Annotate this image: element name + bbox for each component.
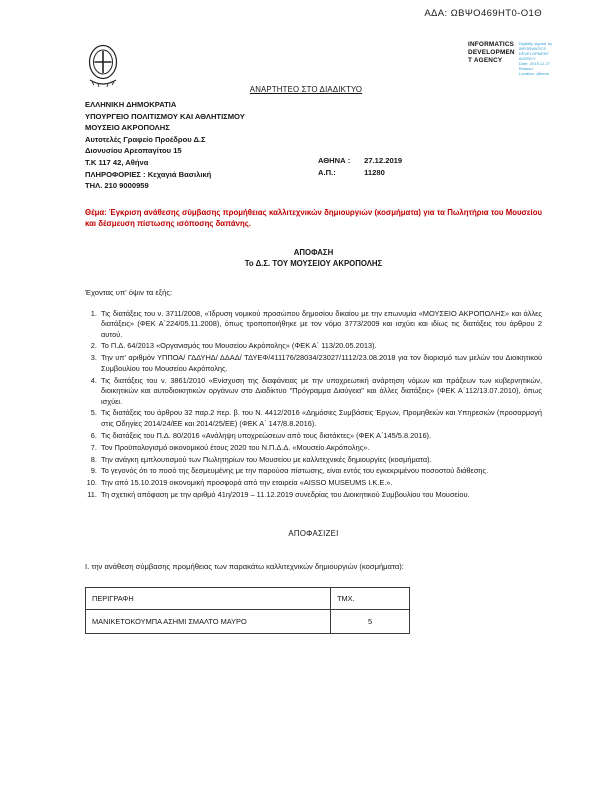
consideration-item: 10. Την από 15.10.2019 οικονομική προσφορά από την εταιρεία «AISSO MUSEUMS Ι.Κ.Ε.». (99, 478, 542, 488)
consideration-item: 5. Τις διατάξεις του άρθρου 32 παρ.2 περ. β. του Ν. 4412/2016 «Δημόσιες Συμβάσεις Έργων, Προμηθειών και Υπηρεσιών (προσαρμογή στις Οδηγίες 2014/24/ΕΕ και 2014/25/ΕΕ) (ΦΕΚ Α΄ 147/8.8.2016). (99, 408, 542, 429)
sender-line: Διονυσίου Αρεοπαγίτου 15 (85, 146, 182, 156)
consideration-item: 1. Τις διατάξεις του ν. 3711/2008, «Ίδρυση νομικού προσώπου δημοσίου δικαίου με την επωνυμία «ΜΟΥΣΕΙΟ ΑΚΡΟΠΟΛΗΣ» και άλλες διατάξεις» (ΦΕΚ Α΄224/05.11.2008), όπως τροποποιήθηκε με τον νόμο 3773/2009 και ισχύει και ιδίως τις διατάξεις του άρθρου 2 αυτού. (99, 309, 542, 340)
considerations-list (85, 309, 542, 501)
consideration-item: 3. Την υπ' αριθμόν ΥΠΠΟΑ/ ΓΔΔΥΗΔ/ ΔΔΑΔ/ ΤΔΥΕΦ/411176/28034/23027/1112/23.08.2018 για τον διορισμό των μελών του Διοικητικού Συμβουλίου του Μουσείου Ακρόπολης. (99, 353, 542, 374)
column-header-description: ΠΕΡΙΓΡΑΦΗ (86, 587, 331, 609)
column-header-quantity: ΤΜΧ. (331, 587, 410, 609)
document-date: 27.12.2019 (364, 156, 403, 165)
signature-details: Digitally signed by INFORMATICS DEVELOPMENT AGENCY Date: 2019.12.27 Reason: Location: Athens (518, 41, 552, 76)
decision-heading-line2: Το Δ.Σ. ΤΟΥ ΜΟΥΣΕΙΟΥ ΑΚΡΟΠΟΛΗΣ (244, 258, 383, 268)
table-row (86, 609, 410, 633)
item-quantity-cell: 5 (331, 609, 410, 633)
hellenic-republic-emblem-icon (86, 42, 120, 88)
sender-line: Τ.Κ 117 42, Αθήνα (85, 157, 149, 167)
items-table (85, 587, 410, 634)
consideration-item: 4. Τις διατάξεις του ν. 3861/2010 «Ενίσχυση της διαφάνειας με την υποχρεωτική ανάρτηση νόμων και πράξεων των κυβερνητικών, διοικητικών και αυτοδιοικητικών οργάνων στο Διαδίκτυο "Πρόγραμμα Διαύγεια" και άλλες διατάξεις» (ΦΕΚ Α΄112/13.07.2010), όπως ισχύει. (99, 376, 542, 407)
decides-heading: ΑΠΟΦΑΣΙΖΕΙ (288, 528, 339, 538)
subject-paragraph (85, 207, 542, 230)
ada-code: ΑΔΑ: ΩΒΨΟ469ΗΤ0-Ο1Θ (424, 8, 542, 19)
considerations-intro: Έχοντας υπ' όψιν τα εξής: (85, 287, 173, 297)
sender-line: ΤΗΛ. 210 9000959 (85, 181, 149, 191)
document-header (85, 99, 542, 192)
sender-line: Αυτοτελές Γραφείο Προέδρου Δ.Σ (85, 134, 206, 144)
consideration-item: 7. Τον Προϋπολογισμό οικονομικού έτους 2020 του Ν.Π.Δ.Δ. «Μουσείο Ακρόπολης». (99, 443, 542, 453)
date-line (318, 155, 402, 167)
item-description-cell: ΜΑΝΙΚΕΤΟΚΟΥΜΠΑ ΑΣΗΜΙ ΣΜΑΛΤΟ ΜΑΥΡΟ (86, 609, 331, 633)
sender-line: ΜΟΥΣΕΙΟ ΑΚΡΟΠΟΛΗΣ (85, 123, 170, 133)
decision-heading (85, 247, 542, 269)
sender-line: ΕΛΛΗΝΙΚΗ ΔΗΜΟΚΡΑΤΙΑ (85, 100, 177, 109)
subject-text: Έγκριση ανάθεσης σύμβασης προμήθειας καλλιτεχνικών δημιουργιών (κοσμήματα) για τα Πωλητήρια του Μουσείου και δέσμευση πίστωσης ισόποσης δαπάνης. (85, 207, 542, 229)
digital-signature-stamp (468, 41, 563, 76)
decision-heading-line1: ΑΠΟΦΑΣΗ (293, 247, 334, 257)
decision-intro: Ι. την ανάθεση σύμβασης προμήθειας των παρακάτω καλλιτεχνικών δημιουργιών (κοσμήματα): (85, 561, 404, 571)
protocol-number: 11280 (364, 168, 385, 177)
subject-label: Θέμα: (85, 207, 107, 217)
posted-to-internet-notice: ΑΝΑΡΤΗΤΕΟ ΣΤΟ ΔΙΑΔΙΚΤΥΟ (249, 85, 363, 94)
sender-line: ΠΛΗΡΟΦΟΡΙΕΣ : Κεχαγιά Βασιλική (85, 169, 212, 179)
document-body (85, 99, 542, 634)
protocol-label: Α.Π.: (318, 168, 336, 177)
consideration-item: 9. Το γεγονός ότι το ποσό της δεσμευμένης με την παρούσα πίστωσης, είναι εντός του εγκεκριμένου ποσοστού διάθεσης. (99, 466, 542, 476)
consideration-item: 6. Τις διατάξεις του Π.Δ. 80/2016 «Ανάληψη υποχρεώσεων από τους διατάκτες» (ΦΕΚ Α΄145/5.8.2016). (99, 431, 542, 441)
consideration-item: 2. Το Π.Δ. 64/2013 «Οργανισμός του Μουσείου Ακρόπολης» (ΦΕΚ Α΄ 113/20.05.2013). (99, 341, 542, 351)
signature-agency-name: INFORMATICS DEVELOPMEN T AGENCY (468, 41, 515, 64)
sender-line: ΥΠΟΥΡΓΕΙΟ ΠΟΛΙΤΙΣΜΟΥ ΚΑΙ ΑΘΛΗΤΙΣΜΟΥ (85, 111, 245, 121)
city-label: ΑΘΗΝΑ : (318, 156, 351, 165)
date-protocol-block (318, 155, 402, 179)
table-header-row (86, 587, 410, 609)
consideration-item: 11. Τη σχετική απόφαση με την αριθμό 41η/2019 – 11.12.2019 συνεδρίας του Διοικητικού Συμβουλίου του Μουσείου. (99, 490, 542, 500)
sender-block (85, 99, 542, 192)
protocol-line (318, 167, 402, 179)
consideration-item: 8. Την ανάγκη εμπλουτισμού των Πωλητηρίων του Μουσείου με καλλιτεχνικές δημιουργίες (κοσμήματα). (99, 455, 542, 465)
